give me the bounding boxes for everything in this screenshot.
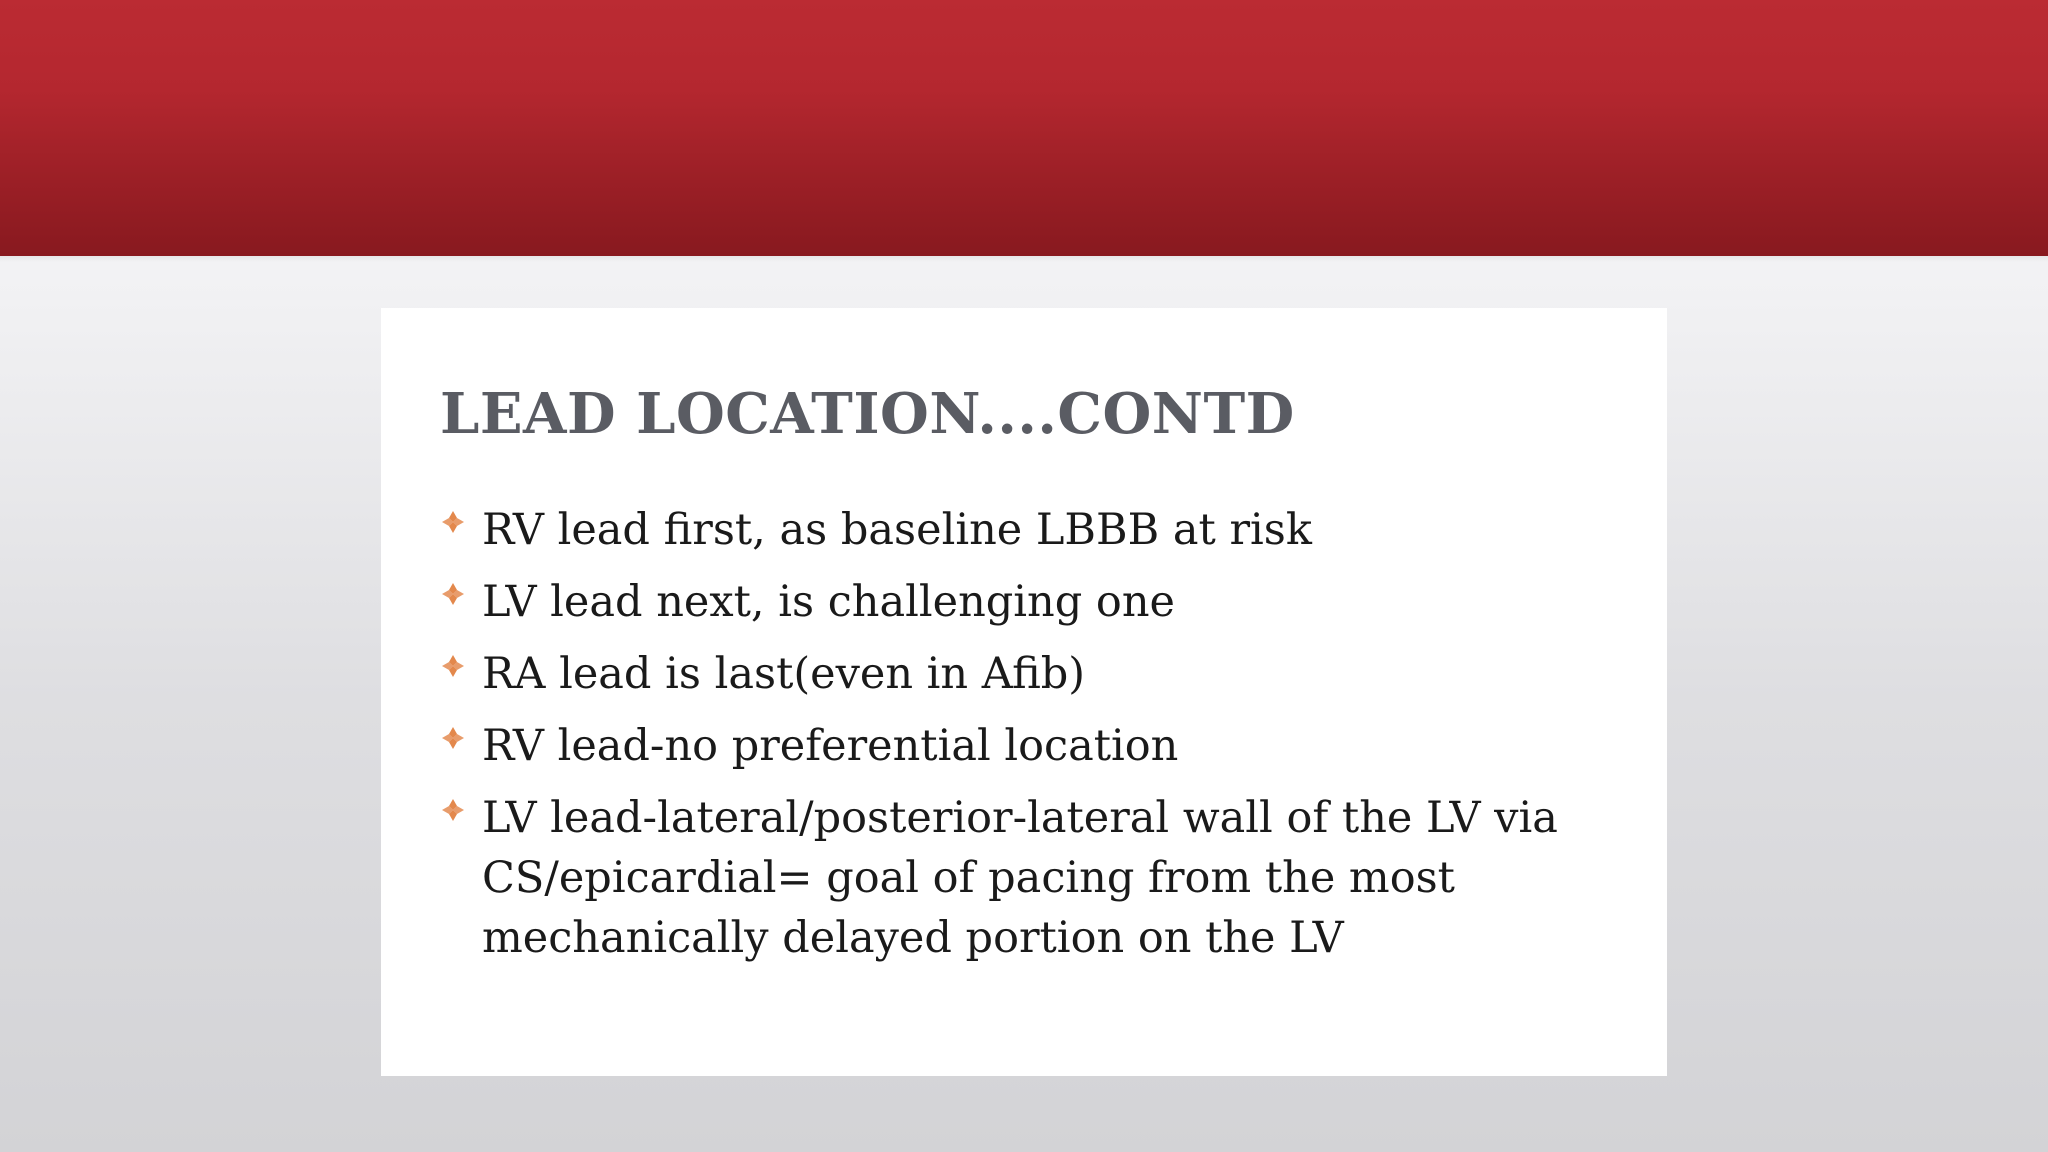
list-item	[440, 788, 1620, 968]
banner-shadow	[0, 256, 2048, 262]
list-item	[440, 644, 1620, 704]
header-banner	[0, 0, 2048, 256]
bullet-icon	[440, 725, 466, 751]
slide-title: LEAD LOCATION....CONTD	[440, 381, 1295, 447]
list-item	[440, 572, 1620, 632]
bullet-icon	[440, 509, 466, 535]
bullet-list	[440, 500, 1620, 980]
list-item	[440, 716, 1620, 776]
slide-image	[381, 308, 1667, 1076]
bullet-text: LV lead-lateral/posterior-lateral wall of the LV via CS/epicardial= goal of pacing from the most mechanically delayed portion on the LV	[482, 793, 1558, 963]
bullet-text: RA lead is last(even in Afib)	[482, 649, 1086, 699]
bullet-icon	[440, 653, 466, 679]
bullet-text: RV lead-no preferential location	[482, 721, 1179, 771]
list-item	[440, 500, 1620, 560]
bullet-icon	[440, 581, 466, 607]
bullet-icon	[440, 797, 466, 823]
bullet-text: RV lead first, as baseline LBBB at risk	[482, 505, 1312, 555]
bullet-text: LV lead next, is challenging one	[482, 577, 1175, 627]
